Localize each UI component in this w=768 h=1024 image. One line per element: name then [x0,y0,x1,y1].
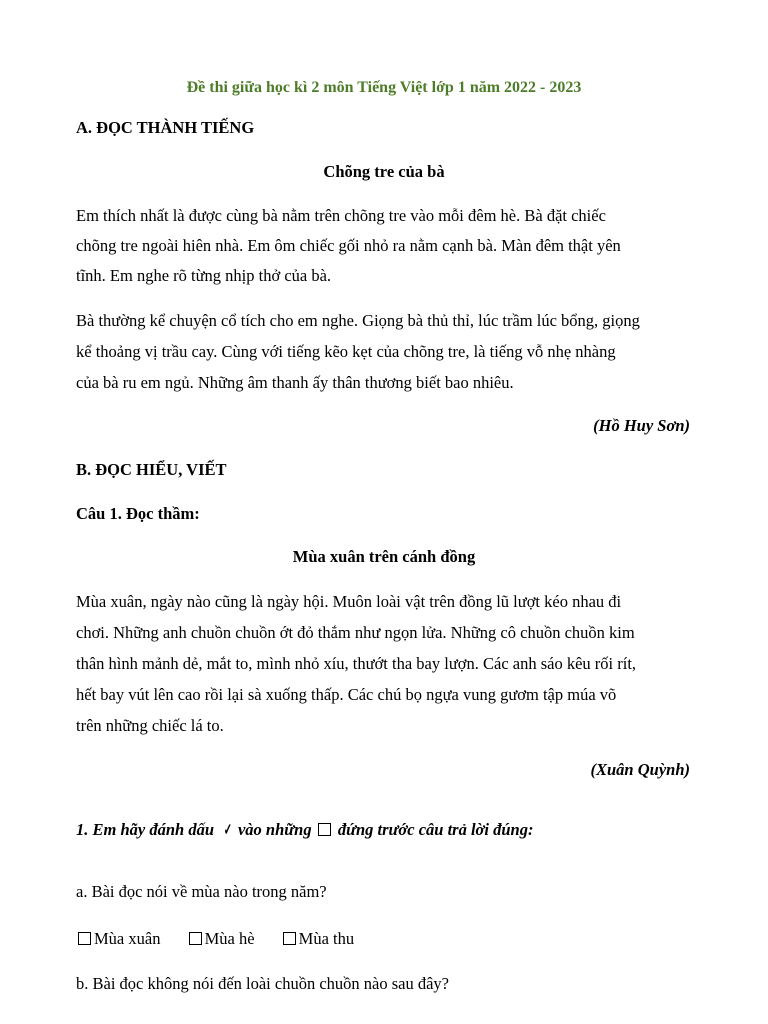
option-label: Mùa hè [204,929,255,948]
story1-p1-line: Em thích nhất là được cùng bà nằm trên chõng tre vào mỗi đêm hè. Bà đặt chiếc [76,206,606,225]
check-mark-icon: ✓ [223,820,233,839]
story2-line: hết bay vút lên cao rồi lại sà xuống thấp. Các chú bọ ngựa vung gươm tập múa võ [76,685,617,704]
instruction-part-3: đứng trước câu trả lời đúng: [337,820,534,839]
story2-line: thân hình mảnh dẻ, mắt to, mình nhỏ xíu, thướt tha bay lượn. Các anh sáo kêu rối rít, [76,654,637,673]
option-label: Mùa thu [298,929,355,948]
story1-p2-line: kể thoảng vị trầu cay. Cùng với tiếng kẽo kẹt của chõng tre, là tiếng vỗ nhẹ nhàng [76,342,616,361]
story1-title: Chõng tre của bà [323,162,445,181]
option-mua-thu[interactable] [281,929,354,948]
question-1-heading: Câu 1. Đọc thầm: [76,504,200,523]
option-mua-xuan[interactable] [76,929,160,948]
story2-author: (Xuân Quỳnh) [590,760,690,779]
instruction-line [76,820,533,840]
checkbox-icon[interactable] [78,932,91,945]
section-b-heading: B. ĐỌC HIỂU, VIẾT [76,460,227,479]
story2-line: trên những chiếc lá to. [76,716,224,735]
story1-p2-line: của bà ru em ngủ. Những âm thanh ấy thân thương biết bao nhiêu. [76,373,514,392]
section-a-heading: A. ĐỌC THÀNH TIẾNG [76,118,255,137]
checkbox-icon[interactable] [189,932,202,945]
story2-title: Mùa xuân trên cánh đồng [292,547,476,566]
option-label: Mùa xuân [94,929,161,948]
question-b: b. Bài đọc không nói đến loài chuồn chuồn nào sau đây? [76,974,449,993]
story1-author: (Hồ Huy Sơn) [593,416,690,435]
option-mua-he[interactable] [187,929,255,948]
checkbox-icon [318,823,331,836]
options-a [76,929,376,949]
story1-p1-line: chõng tre ngoài hiên nhà. Em ôm chiếc gối nhỏ ra nằm cạnh bà. Màn đêm thật yên [76,236,621,255]
story1-p1-line: tĩnh. Em nghe rõ từng nhịp thở của bà. [76,266,332,285]
instruction-part-1: 1. Em hãy đánh dấu [76,820,214,839]
checkbox-icon[interactable] [283,932,296,945]
page-title: Đề thi giữa học kì 2 môn Tiếng Việt lớp 1 năm 2022 - 2023 [186,79,582,96]
story2-line: Mùa xuân, ngày nào cũng là ngày hội. Muôn loài vật trên đồng lũ lượt kéo nhau đi [76,592,622,611]
question-a: a. Bài đọc nói về mùa nào trong năm? [76,882,327,901]
story1-p2-line: Bà thường kể chuyện cổ tích cho em nghe. Giọng bà thủ thỉ, lúc trầm lúc bổng, giọng [76,311,640,330]
story2-line: chơi. Những anh chuồn chuồn ớt đỏ thắm như ngọn lửa. Những cô chuồn chuồn kim [76,623,635,642]
instruction-part-2: vào những [237,820,312,839]
